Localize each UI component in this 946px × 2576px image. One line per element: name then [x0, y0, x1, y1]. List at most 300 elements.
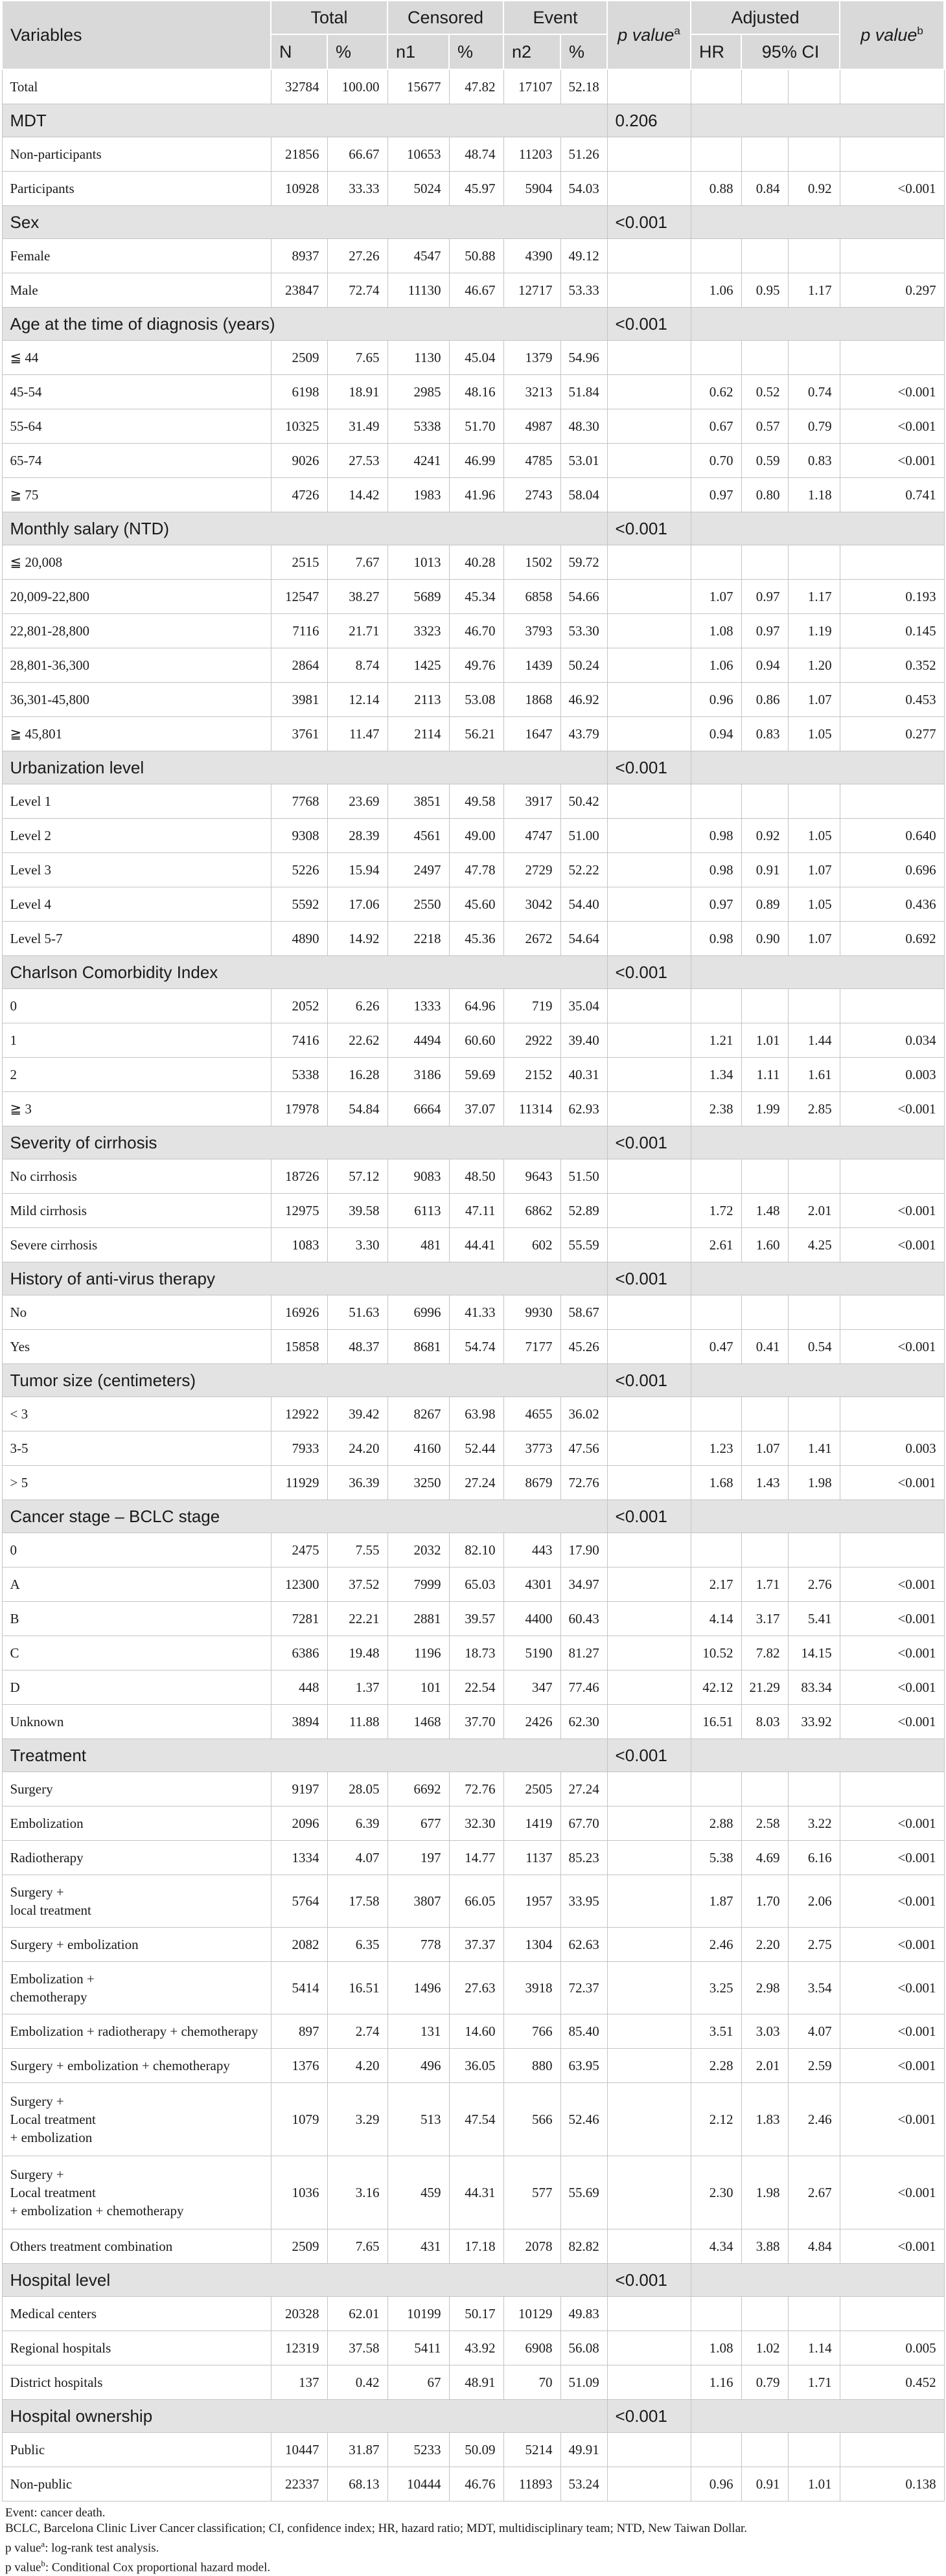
cell-n: 2475: [271, 1533, 327, 1567]
cell-event-pct: 85.23: [560, 1841, 607, 1875]
cell-ci-low: 0.94: [741, 648, 788, 683]
cell-total-pct: 22.21: [327, 1602, 387, 1636]
cell-n2: 4400: [503, 1602, 560, 1636]
cell-p-value-a: [607, 1228, 691, 1262]
cell-event-pct: 51.09: [560, 2365, 607, 2400]
section-blank: [691, 512, 944, 545]
cell-censored-pct: 45.34: [449, 580, 503, 614]
section-row: [2, 2400, 944, 2433]
table-row: [2, 1058, 944, 1092]
cell-n2: 2729: [503, 853, 560, 887]
row-label: 3-5: [2, 1431, 271, 1466]
cell-total-pct: 23.69: [327, 784, 387, 819]
table-row: [2, 1772, 944, 1807]
cell-event-pct: 81.27: [560, 1636, 607, 1670]
cell-n2: 3918: [503, 1962, 560, 2014]
cell-total-pct: 6.39: [327, 1807, 387, 1841]
cell-p-value-a: [607, 2331, 691, 2365]
cell-hr: 0.96: [691, 2467, 741, 2502]
row-label: Non-public: [2, 2467, 271, 2502]
cell-p-value-b: <0.001: [840, 1705, 944, 1739]
cell-hr: 0.94: [691, 717, 741, 751]
cell-p-value-a: [607, 717, 691, 751]
section-row: [2, 956, 944, 989]
cell-censored-pct: 40.28: [449, 545, 503, 580]
cell-total-pct: 31.49: [327, 409, 387, 444]
cell-n1: 6113: [387, 1194, 449, 1228]
cell-ci-high: [788, 989, 840, 1023]
cell-n1: 5689: [387, 580, 449, 614]
cell-p-value-b: 0.452: [840, 2365, 944, 2400]
cell-total-pct: 14.92: [327, 922, 387, 956]
cell-n2: 577: [503, 2156, 560, 2229]
cell-n: 6386: [271, 1636, 327, 1670]
cell-ci-high: 4.25: [788, 1228, 840, 1262]
table-row: [2, 69, 944, 104]
cell-hr: 5.38: [691, 1841, 741, 1875]
cell-censored-pct: 52.44: [449, 1431, 503, 1466]
row-label: Regional hospitals: [2, 2331, 271, 2365]
cell-ci-high: 1.18: [788, 478, 840, 512]
cell-censored-pct: 51.70: [449, 409, 503, 444]
header-adjusted: Adjusted: [691, 1, 840, 34]
section-row: [2, 1126, 944, 1159]
cell-p-value-b: 0.145: [840, 614, 944, 648]
cell-n1: 197: [387, 1841, 449, 1875]
cell-event-pct: 52.46: [560, 2083, 607, 2156]
cell-n: 7933: [271, 1431, 327, 1466]
cell-hr: 2.61: [691, 1228, 741, 1262]
cell-p-value-b: 0.696: [840, 853, 944, 887]
section-p-value: 0.206: [607, 104, 691, 137]
cell-n1: 431: [387, 2229, 449, 2264]
row-label: Non-participants: [2, 137, 271, 172]
cell-ci-low: [741, 545, 788, 580]
cell-p-value-b: 0.034: [840, 1023, 944, 1058]
cell-p-value-a: [607, 137, 691, 172]
cell-n1: 2497: [387, 853, 449, 887]
cell-ci-high: 33.92: [788, 1705, 840, 1739]
cell-p-value-b: <0.001: [840, 444, 944, 478]
cell-n1: 4160: [387, 1431, 449, 1466]
cell-n: 6198: [271, 375, 327, 409]
cell-ci-low: 1.71: [741, 1567, 788, 1602]
cell-censored-pct: 63.98: [449, 1397, 503, 1431]
cell-p-value-b: 0.436: [840, 887, 944, 922]
table-row: [2, 887, 944, 922]
section-row: [2, 1364, 944, 1397]
cell-n: 4726: [271, 478, 327, 512]
cell-n2: 3773: [503, 1431, 560, 1466]
cell-censored-pct: 49.58: [449, 784, 503, 819]
cell-p-value-b: <0.001: [840, 2049, 944, 2083]
row-label: ≦ 44: [2, 341, 271, 375]
row-label: B: [2, 1602, 271, 1636]
cell-total-pct: 22.62: [327, 1023, 387, 1058]
row-label: Surgery: [2, 1772, 271, 1807]
cell-ci-high: 0.92: [788, 172, 840, 206]
cell-p-value-b: [840, 784, 944, 819]
cell-ci-high: [788, 1397, 840, 1431]
table-row: [2, 1159, 944, 1194]
cell-p-value-b: 0.640: [840, 819, 944, 853]
table-row: [2, 580, 944, 614]
cell-n1: 5338: [387, 409, 449, 444]
cell-ci-high: 83.34: [788, 1670, 840, 1705]
cell-n2: 3917: [503, 784, 560, 819]
cell-total-pct: 3.16: [327, 2156, 387, 2229]
cell-hr: 10.52: [691, 1636, 741, 1670]
cell-ci-low: 1.70: [741, 1875, 788, 1928]
cell-total-pct: 8.74: [327, 648, 387, 683]
cell-total-pct: 18.91: [327, 375, 387, 409]
row-label: No: [2, 1295, 271, 1330]
cell-n: 12547: [271, 580, 327, 614]
cell-hr: [691, 1772, 741, 1807]
table-row: [2, 1023, 944, 1058]
row-label: ≧ 75: [2, 478, 271, 512]
row-label: 0: [2, 1533, 271, 1567]
cell-p-value-a: [607, 1807, 691, 1841]
cell-n1: 1496: [387, 1962, 449, 2014]
table-row: [2, 853, 944, 887]
cell-p-value-b: <0.001: [840, 1670, 944, 1705]
cell-hr: 4.14: [691, 1602, 741, 1636]
table-row: [2, 409, 944, 444]
cell-n: 5226: [271, 853, 327, 887]
cell-event-pct: 46.92: [560, 683, 607, 717]
cell-p-value-a: [607, 1875, 691, 1928]
cell-p-value-a: [607, 1602, 691, 1636]
cell-p-value-a: [607, 614, 691, 648]
row-label: Embolization + radiotherapy + chemotherapy: [2, 2014, 271, 2049]
section-label: History of anti-virus therapy: [2, 1262, 607, 1295]
row-label: ≦ 20,008: [2, 545, 271, 580]
cell-ci-high: [788, 545, 840, 580]
cell-n2: 2672: [503, 922, 560, 956]
cell-n1: 1425: [387, 648, 449, 683]
cell-n: 3761: [271, 717, 327, 751]
cell-censored-pct: 82.10: [449, 1533, 503, 1567]
cell-censored-pct: 46.76: [449, 2467, 503, 2502]
section-label: MDT: [2, 104, 607, 137]
cell-p-value-b: <0.001: [840, 1841, 944, 1875]
cell-n1: 5233: [387, 2433, 449, 2467]
cell-censored-pct: 59.69: [449, 1058, 503, 1092]
cell-ci-low: 0.97: [741, 580, 788, 614]
cell-n: 32784: [271, 69, 327, 104]
cell-n: 897: [271, 2014, 327, 2049]
cell-event-pct: 62.93: [560, 1092, 607, 1126]
cell-ci-low: 3.03: [741, 2014, 788, 2049]
cell-ci-low: 2.58: [741, 1807, 788, 1841]
cell-hr: 1.06: [691, 648, 741, 683]
cell-event-pct: 77.46: [560, 1670, 607, 1705]
cell-hr: 3.25: [691, 1962, 741, 2014]
cell-hr: 0.88: [691, 172, 741, 206]
cell-p-value-a: [607, 2365, 691, 2400]
cell-total-pct: 3.30: [327, 1228, 387, 1262]
row-label: 22,801-28,800: [2, 614, 271, 648]
cell-p-value-a: [607, 1670, 691, 1705]
cell-ci-high: 0.83: [788, 444, 840, 478]
cell-ci-high: 0.79: [788, 409, 840, 444]
cell-censored-pct: 41.96: [449, 478, 503, 512]
cell-n: 2509: [271, 341, 327, 375]
header-event: Event: [503, 1, 607, 34]
cell-hr: 0.98: [691, 819, 741, 853]
cell-p-value-a: [607, 478, 691, 512]
table-row: [2, 2014, 944, 2049]
row-label: Total: [2, 69, 271, 104]
cell-total-pct: 6.35: [327, 1928, 387, 1962]
cell-ci-low: 0.90: [741, 922, 788, 956]
row-label: Yes: [2, 1330, 271, 1364]
cell-ci-low: 0.91: [741, 2467, 788, 2502]
cell-total-pct: 68.13: [327, 2467, 387, 2502]
cell-event-pct: 52.18: [560, 69, 607, 104]
section-p-value: <0.001: [607, 1126, 691, 1159]
cell-n2: 3213: [503, 375, 560, 409]
cell-ci-high: 1.71: [788, 2365, 840, 2400]
cell-event-pct: 82.82: [560, 2229, 607, 2264]
cell-hr: [691, 784, 741, 819]
cell-p-value-a: [607, 409, 691, 444]
cell-total-pct: 31.87: [327, 2433, 387, 2467]
cell-event-pct: 51.84: [560, 375, 607, 409]
cell-hr: 1.23: [691, 1431, 741, 1466]
cell-total-pct: 38.27: [327, 580, 387, 614]
cell-n: 16926: [271, 1295, 327, 1330]
cell-total-pct: 57.12: [327, 1159, 387, 1194]
cell-n2: 602: [503, 1228, 560, 1262]
cell-ci-low: [741, 1772, 788, 1807]
cell-event-pct: 49.12: [560, 239, 607, 273]
table-row: [2, 1330, 944, 1364]
cell-p-value-b: <0.001: [840, 1194, 944, 1228]
table-row: [2, 444, 944, 478]
cell-hr: 0.70: [691, 444, 741, 478]
table-row: [2, 2229, 944, 2264]
row-label: No cirrhosis: [2, 1159, 271, 1194]
cell-n1: 2550: [387, 887, 449, 922]
cell-ci-high: 1.14: [788, 2331, 840, 2365]
cell-event-pct: 51.00: [560, 819, 607, 853]
row-label: Female: [2, 239, 271, 273]
cell-n2: 880: [503, 2049, 560, 2083]
cell-censored-pct: 54.74: [449, 1330, 503, 1364]
cell-ci-high: 1.07: [788, 853, 840, 887]
cell-ci-low: 0.79: [741, 2365, 788, 2400]
cell-p-value-b: [840, 1295, 944, 1330]
cell-n2: 443: [503, 1533, 560, 1567]
cell-n1: 67: [387, 2365, 449, 2400]
cell-p-value-b: 0.453: [840, 683, 944, 717]
cell-ci-high: 1.05: [788, 887, 840, 922]
cell-p-value-b: [840, 341, 944, 375]
cell-p-value-a: [607, 69, 691, 104]
cell-n1: 4561: [387, 819, 449, 853]
cell-n2: 6858: [503, 580, 560, 614]
cell-n1: 2113: [387, 683, 449, 717]
cell-n: 2082: [271, 1928, 327, 1962]
cell-ci-low: 0.59: [741, 444, 788, 478]
cell-n1: 1983: [387, 478, 449, 512]
cell-ci-high: 0.74: [788, 375, 840, 409]
section-label: Cancer stage – BCLC stage: [2, 1500, 607, 1533]
cell-censored-pct: 47.54: [449, 2083, 503, 2156]
cell-p-value-a: [607, 1636, 691, 1670]
table-row: [2, 1194, 944, 1228]
cell-censored-pct: 46.67: [449, 273, 503, 308]
cell-event-pct: 51.50: [560, 1159, 607, 1194]
cell-n: 137: [271, 2365, 327, 2400]
cell-hr: 1.08: [691, 614, 741, 648]
cell-hr: 0.98: [691, 922, 741, 956]
cell-p-value-b: <0.001: [840, 2156, 944, 2229]
cell-p-value-b: 0.352: [840, 648, 944, 683]
cell-n1: 1468: [387, 1705, 449, 1739]
cell-event-pct: 45.26: [560, 1330, 607, 1364]
section-label: Sex: [2, 206, 607, 239]
cell-n1: 1013: [387, 545, 449, 580]
cell-n2: 4987: [503, 409, 560, 444]
cell-event-pct: 49.83: [560, 2297, 607, 2331]
cell-n: 5592: [271, 887, 327, 922]
cell-n2: 2078: [503, 2229, 560, 2264]
cell-ci-low: 1.01: [741, 1023, 788, 1058]
cell-n1: 2218: [387, 922, 449, 956]
table-row: [2, 614, 944, 648]
table-row: [2, 683, 944, 717]
cell-ci-high: 1.17: [788, 273, 840, 308]
cell-censored-pct: 14.60: [449, 2014, 503, 2049]
cell-n2: 70: [503, 2365, 560, 2400]
cell-censored-pct: 36.05: [449, 2049, 503, 2083]
cell-hr: [691, 545, 741, 580]
cell-p-value-a: [607, 1058, 691, 1092]
cell-event-pct: 48.30: [560, 409, 607, 444]
cell-ci-low: 1.83: [741, 2083, 788, 2156]
cell-n1: 481: [387, 1228, 449, 1262]
section-blank: [691, 1739, 944, 1772]
cell-event-pct: 17.90: [560, 1533, 607, 1567]
cell-censored-pct: 41.33: [449, 1295, 503, 1330]
table-row: [2, 1602, 944, 1636]
cell-ci-low: [741, 784, 788, 819]
row-label: ≧ 3: [2, 1092, 271, 1126]
row-label: District hospitals: [2, 2365, 271, 2400]
row-label: Radiotherapy: [2, 1841, 271, 1875]
table-row: [2, 648, 944, 683]
row-label: C: [2, 1636, 271, 1670]
row-label: Male: [2, 273, 271, 308]
cell-p-value-b: 0.003: [840, 1058, 944, 1092]
cell-n2: 5214: [503, 2433, 560, 2467]
cell-ci-low: 0.92: [741, 819, 788, 853]
cell-ci-low: 0.89: [741, 887, 788, 922]
section-blank: [691, 206, 944, 239]
cell-ci-high: 1.61: [788, 1058, 840, 1092]
header-total: Total: [271, 1, 387, 34]
cell-event-pct: 72.76: [560, 1466, 607, 1500]
table-row: [2, 784, 944, 819]
cell-censored-pct: 64.96: [449, 989, 503, 1023]
cell-event-pct: 50.42: [560, 784, 607, 819]
cell-ci-high: [788, 1295, 840, 1330]
section-p-value: <0.001: [607, 956, 691, 989]
cell-event-pct: 62.63: [560, 1928, 607, 1962]
cell-n1: 6692: [387, 1772, 449, 1807]
cell-hr: 1.68: [691, 1466, 741, 1500]
cell-p-value-a: [607, 819, 691, 853]
cell-ci-low: [741, 989, 788, 1023]
cell-n: 10447: [271, 2433, 327, 2467]
header-event-pct: %: [560, 34, 607, 69]
cell-n2: 1379: [503, 341, 560, 375]
cell-censored-pct: 49.00: [449, 819, 503, 853]
cell-p-value-b: [840, 2297, 944, 2331]
cell-ci-high: 1.07: [788, 922, 840, 956]
cell-ci-low: [741, 69, 788, 104]
section-row: [2, 1500, 944, 1533]
section-p-value: <0.001: [607, 206, 691, 239]
cell-event-pct: 62.30: [560, 1705, 607, 1739]
cell-n: 448: [271, 1670, 327, 1705]
section-blank: [691, 2264, 944, 2297]
table-row: [2, 2297, 944, 2331]
cell-p-value-b: 0.277: [840, 717, 944, 751]
section-p-value: <0.001: [607, 1262, 691, 1295]
cell-n1: 1130: [387, 341, 449, 375]
cell-censored-pct: 49.76: [449, 648, 503, 683]
cell-p-value-a: [607, 683, 691, 717]
cell-n: 8937: [271, 239, 327, 273]
cell-n: 9026: [271, 444, 327, 478]
cell-ci-low: [741, 1159, 788, 1194]
cell-censored-pct: 45.04: [449, 341, 503, 375]
cell-p-value-b: <0.001: [840, 2083, 944, 2156]
section-blank: [691, 1262, 944, 1295]
cell-n: 5414: [271, 1962, 327, 2014]
cell-n1: 11130: [387, 273, 449, 308]
cell-n1: 3323: [387, 614, 449, 648]
cell-ci-low: 1.98: [741, 2156, 788, 2229]
section-label: Monthly salary (NTD): [2, 512, 607, 545]
cell-n1: 5024: [387, 172, 449, 206]
cell-hr: [691, 1533, 741, 1567]
cell-n2: 1137: [503, 1841, 560, 1875]
table-row: [2, 2331, 944, 2365]
cell-total-pct: 2.74: [327, 2014, 387, 2049]
cell-event-pct: 34.97: [560, 1567, 607, 1602]
cell-hr: [691, 137, 741, 172]
cell-ci-low: [741, 1397, 788, 1431]
cell-censored-pct: 48.74: [449, 137, 503, 172]
row-label: A: [2, 1567, 271, 1602]
cell-p-value-a: [607, 853, 691, 887]
section-row: [2, 308, 944, 341]
cell-p-value-a: [607, 1962, 691, 2014]
cell-censored-pct: 48.16: [449, 375, 503, 409]
row-label: Surgery + Local treatment + embolization + chemotherapy: [2, 2156, 271, 2229]
cell-censored-pct: 27.24: [449, 1466, 503, 1500]
cell-censored-pct: 47.82: [449, 69, 503, 104]
section-blank: [691, 1364, 944, 1397]
cell-event-pct: 54.03: [560, 172, 607, 206]
cell-hr: 4.34: [691, 2229, 741, 2264]
cell-hr: 0.97: [691, 887, 741, 922]
